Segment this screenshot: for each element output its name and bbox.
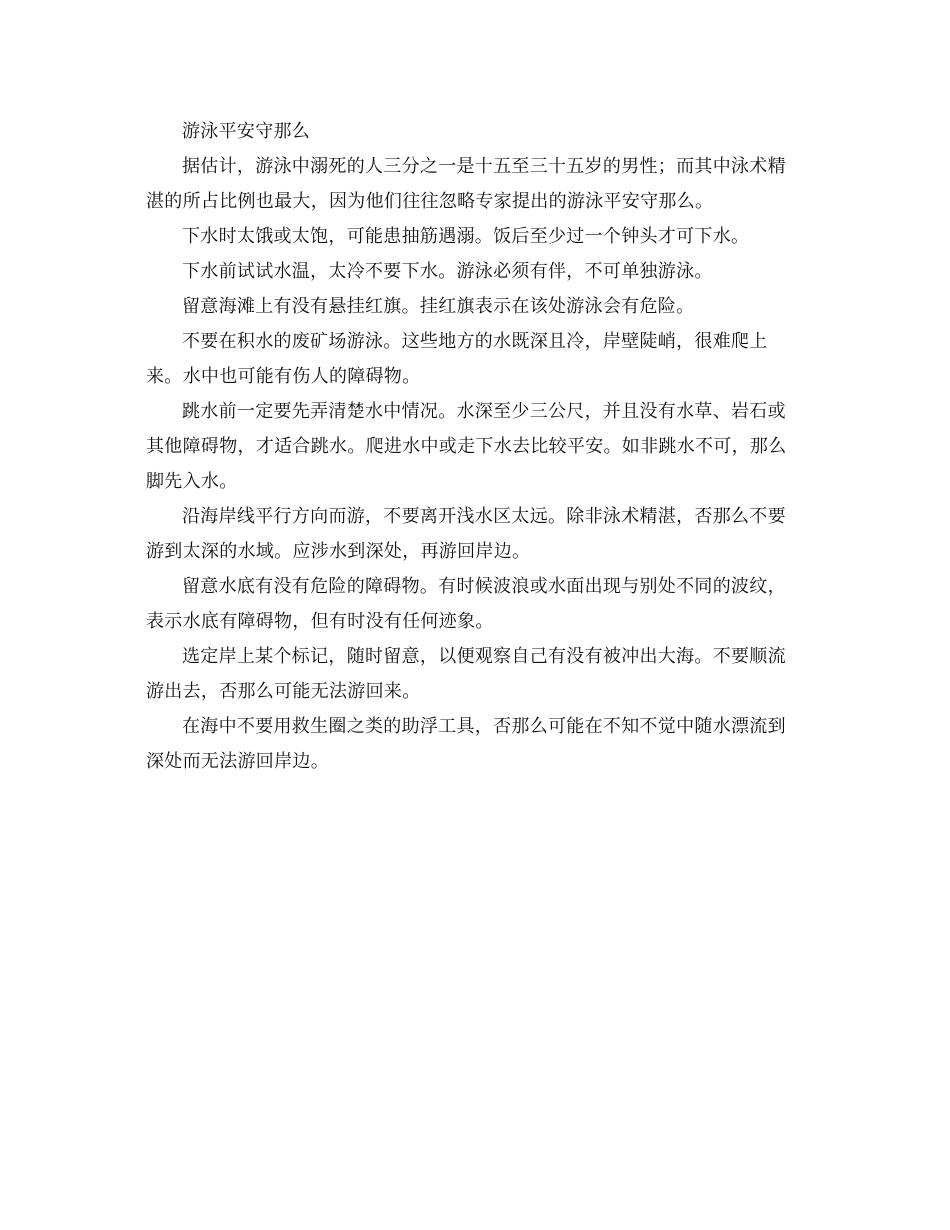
paragraph: 沿海岸线平行方向而游，不要离开浅水区太远。除非泳术精湛，否那么不要游到太深的水域。应涉水到深处，再游回岸边。 [146,506,786,562]
paragraph: 留意水底有没有危险的障碍物。有时候波浪或水面出现与别处不同的波纹，表示水底有障碍物，但有时没有任何迹象。 [146,576,786,632]
document-body [146,114,801,779]
paragraph: 据估计，游泳中溺死的人三分之一是十五至三十五岁的男性；而其中泳术精湛的所占比例也最大，因为他们往往忽略专家提出的游泳平安守那么。 [146,156,786,212]
paragraph: 跳水前一定要先弄清楚水中情况。水深至少三公尺，并且没有水草、岩石或其他障碍物，才适合跳水。爬进水中或走下水去比较平安。如非跳水不可，那么脚先入水。 [146,401,787,492]
document-title: 游泳平安守那么 [182,121,311,142]
paragraph: 在海中不要用救生圈之类的助浮工具，否那么可能在不知不觉中随水漂流到深处而无法游回岸边。 [146,716,786,772]
paragraph: 选定岸上某个标记，随时留意，以便观察自己有没有被冲出大海。不要顺流游出去，否那么可能无法游回来。 [146,646,786,702]
paragraph: 下水前试试水温，太冷不要下水。游泳必须有伴，不可单独游泳。 [182,261,713,282]
paragraph: 留意海滩上有没有悬挂红旗。挂红旗表示在该处游泳会有危险。 [182,296,695,317]
paragraph: 下水时太饿或太饱，可能患抽筋遇溺。饭后至少过一个钟头才可下水。 [182,226,750,247]
paragraph: 不要在积水的废矿场游泳。这些地方的水既深且冷，岸壁陡峭，很难爬上来。水中也可能有伤人的障碍物。 [146,331,768,387]
